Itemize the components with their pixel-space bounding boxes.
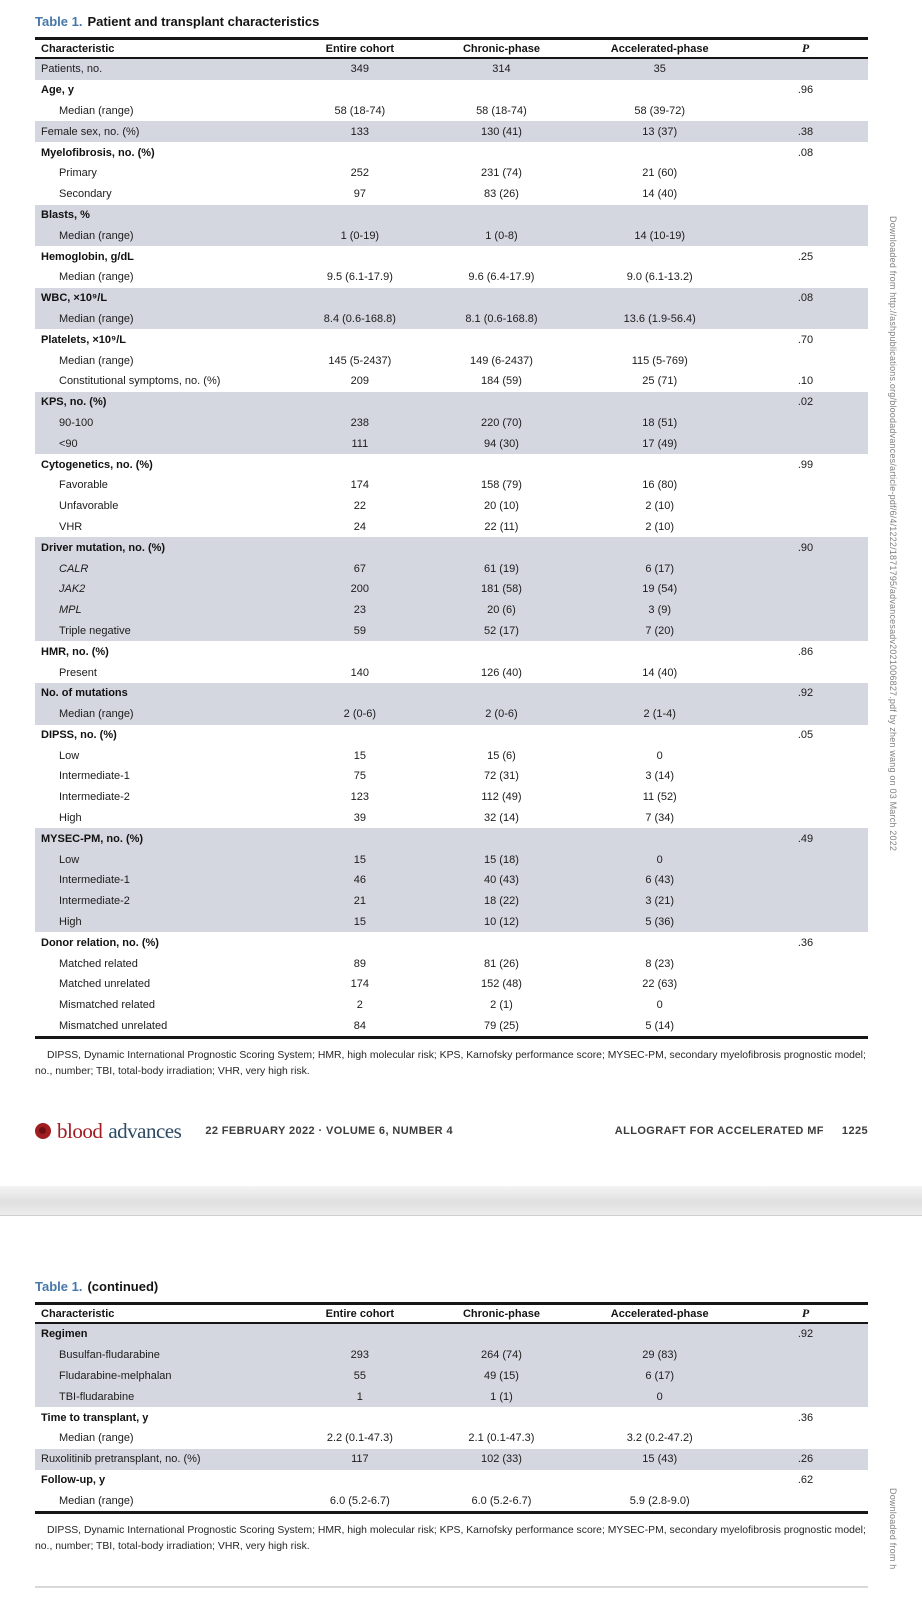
column-header-p-value: P <box>801 1306 810 1320</box>
table-row <box>35 101 868 122</box>
cell-chronic-phase: 49 (15) <box>484 1369 519 1382</box>
cell-entire-cohort: 58 (18-74) <box>334 104 386 117</box>
row-label: Intermediate-2 <box>59 791 130 804</box>
cell-entire-cohort: 145 (5-2437) <box>328 354 392 367</box>
table1-body <box>35 59 868 1039</box>
cell-accelerated-phase: 6 (17) <box>645 1369 675 1382</box>
cell-p-value: .92 <box>797 687 814 700</box>
row-label: DIPSS, no. (%) <box>41 728 117 741</box>
table-row <box>35 1386 868 1407</box>
cell-entire-cohort: 349 <box>350 63 370 76</box>
table-row <box>35 1345 868 1366</box>
table-row <box>35 329 868 350</box>
cell-chronic-phase: 2.1 (0.1-47.3) <box>468 1432 535 1445</box>
cell-accelerated-phase: 13.6 (1.9-56.4) <box>623 312 696 325</box>
row-label: Ruxolitinib pretransplant, no. (%) <box>41 1453 201 1466</box>
cell-p-value: .26 <box>797 1453 814 1466</box>
cell-entire-cohort: 174 <box>350 479 370 492</box>
cell-chronic-phase: 10 (12) <box>484 916 519 929</box>
table-row <box>35 787 868 808</box>
table-row <box>35 205 868 226</box>
cell-chronic-phase: 83 (26) <box>484 188 519 201</box>
table-row <box>35 953 868 974</box>
row-label: Median (range) <box>59 1432 134 1445</box>
cell-chronic-phase: 220 (70) <box>480 416 522 429</box>
table-row <box>35 371 868 392</box>
row-label: MYSEC-PM, no. (%) <box>41 832 144 845</box>
cell-p-value: .38 <box>797 125 814 138</box>
cell-p-value: .10 <box>797 375 814 388</box>
cell-chronic-phase: 184 (59) <box>480 375 522 388</box>
cell-accelerated-phase: 29 (83) <box>642 1349 678 1362</box>
cell-accelerated-phase: 7 (34) <box>645 812 675 825</box>
cell-entire-cohort: 89 <box>353 957 366 970</box>
row-label: 90-100 <box>59 416 94 429</box>
row-label: Hemoglobin, g/dL <box>41 250 134 263</box>
row-label: Platelets, ×10⁹/L <box>41 333 127 346</box>
row-label: Cytogenetics, no. (%) <box>41 458 153 471</box>
cell-entire-cohort: 252 <box>350 167 370 180</box>
table-row <box>35 392 868 413</box>
row-label: JAK2 <box>59 583 86 596</box>
table-row <box>35 995 868 1016</box>
cell-accelerated-phase: 0 <box>656 1390 663 1403</box>
table-row <box>35 725 868 746</box>
cell-chronic-phase: 20 (6) <box>487 604 516 617</box>
cell-chronic-phase: 231 (74) <box>480 167 522 180</box>
row-label: Median (range) <box>59 271 134 284</box>
cell-entire-cohort: 15 <box>353 916 366 929</box>
cell-entire-cohort: 24 <box>353 520 366 533</box>
cell-entire-cohort: 59 <box>353 624 366 637</box>
row-label: Intermediate-1 <box>59 770 130 783</box>
cell-chronic-phase: 72 (31) <box>484 770 519 783</box>
table-row <box>35 1366 868 1387</box>
row-label: High <box>59 812 82 825</box>
cell-entire-cohort: 55 <box>353 1369 366 1382</box>
cell-chronic-phase: 264 (74) <box>480 1349 522 1362</box>
cell-chronic-phase: 112 (49) <box>481 791 522 804</box>
table-row <box>35 641 868 662</box>
cell-accelerated-phase: 6 (17) <box>645 562 675 575</box>
cell-accelerated-phase: 0 <box>656 999 663 1012</box>
cell-accelerated-phase: 5 (36) <box>645 916 675 929</box>
cell-entire-cohort: 1 (0-19) <box>340 229 380 242</box>
table-row <box>35 1428 868 1449</box>
table-row <box>35 600 868 621</box>
cell-entire-cohort: 209 <box>350 375 370 388</box>
table-row <box>35 350 868 371</box>
table-row <box>35 475 868 496</box>
row-label: Low <box>59 853 80 866</box>
row-label: Median (range) <box>59 104 134 117</box>
cell-accelerated-phase: 14 (10-19) <box>634 229 686 242</box>
row-label: Secondary <box>59 188 112 201</box>
row-label: <90 <box>59 437 78 450</box>
table1-title <box>35 14 868 34</box>
table1-block <box>35 14 868 1080</box>
cell-entire-cohort: 200 <box>350 583 370 596</box>
cell-chronic-phase: 126 (40) <box>480 666 522 679</box>
cell-entire-cohort: 84 <box>353 1020 366 1033</box>
row-label: KPS, no. (%) <box>41 396 107 409</box>
cell-chronic-phase: 20 (10) <box>484 500 519 513</box>
cell-entire-cohort: 140 <box>350 666 370 679</box>
row-label: Matched unrelated <box>59 978 151 991</box>
row-label: Female sex, no. (%) <box>41 125 140 138</box>
table-row <box>35 558 868 579</box>
cell-chronic-phase: 2 (0-6) <box>485 708 518 721</box>
cell-entire-cohort: 67 <box>353 562 366 575</box>
cell-chronic-phase: 58 (18-74) <box>476 104 527 117</box>
row-label: Myelofibrosis, no. (%) <box>41 146 155 159</box>
cell-chronic-phase: 22 (11) <box>484 520 519 533</box>
cell-chronic-phase: 181 (58) <box>480 583 522 596</box>
table-row <box>35 1470 868 1491</box>
cell-accelerated-phase: 11 (52) <box>642 791 677 804</box>
cell-chronic-phase: 2 (1) <box>490 999 513 1012</box>
cell-chronic-phase: 1 (0-8) <box>485 229 518 242</box>
row-label: Favorable <box>59 479 108 492</box>
row-label: Intermediate-2 <box>59 895 130 908</box>
cell-accelerated-phase: 3 (21) <box>645 895 675 908</box>
row-label: WBC, ×10⁹/L <box>41 292 108 305</box>
table-row <box>35 246 868 267</box>
cell-entire-cohort: 2 <box>356 999 363 1012</box>
cell-chronic-phase: 18 (22) <box>484 895 519 908</box>
table1-continued-header-row <box>35 1302 868 1324</box>
table-row <box>35 309 868 330</box>
cell-accelerated-phase: 58 (39-72) <box>634 104 686 117</box>
cell-p-value: .86 <box>797 645 814 658</box>
table-row <box>35 704 868 725</box>
cell-chronic-phase: 149 (6-2437) <box>469 354 533 367</box>
cell-p-value: .96 <box>797 84 814 97</box>
cell-chronic-phase: 158 (79) <box>480 479 522 492</box>
row-label: Median (range) <box>59 1494 134 1507</box>
cell-chronic-phase: 32 (14) <box>484 812 519 825</box>
table1-continued-footnote: DIPSS, Dynamic International Prognostic Scoring System; HMR, high molecular risk; KPS, Karnofsky performance score; MYSEC-PM, secondary myelofibrosis prognostic model; no., number; TBI, total-body irradiation; VHR, very high risk. <box>35 1525 866 1552</box>
page-footer <box>35 1118 868 1144</box>
row-label: Blasts, % <box>41 208 90 221</box>
row-label: MPL <box>59 604 82 617</box>
cell-entire-cohort: 22 <box>353 500 366 513</box>
column-header-chronic-phase: Chronic-phase <box>462 1307 540 1320</box>
table-row <box>35 267 868 288</box>
table-row <box>35 225 868 246</box>
cell-p-value: .08 <box>797 146 814 159</box>
cell-chronic-phase: 102 (33) <box>480 1453 522 1466</box>
cell-accelerated-phase: 3 (14) <box>645 770 675 783</box>
table-row <box>35 1324 868 1345</box>
table-row <box>35 828 868 849</box>
row-label: VHR <box>59 520 83 533</box>
cell-p-value: .36 <box>797 1411 814 1424</box>
cell-p-value: .08 <box>797 292 814 305</box>
table1-header-row <box>35 37 868 59</box>
cell-accelerated-phase: 22 (63) <box>642 978 678 991</box>
row-label: Driver mutation, no. (%) <box>41 541 166 554</box>
page-separator <box>0 1186 922 1216</box>
row-label: Mismatched unrelated <box>59 1020 168 1033</box>
table-row <box>35 454 868 475</box>
table-row <box>35 662 868 683</box>
cell-entire-cohort: 1 <box>356 1390 363 1403</box>
table-row <box>35 683 868 704</box>
cell-accelerated-phase: 35 <box>653 63 666 76</box>
cell-entire-cohort: 2 (0-6) <box>343 708 377 721</box>
cell-entire-cohort: 97 <box>353 188 366 201</box>
cell-p-value: .70 <box>797 333 814 346</box>
table-row <box>35 413 868 434</box>
table-row <box>35 496 868 517</box>
cell-chronic-phase: 79 (25) <box>484 1020 519 1033</box>
row-label: Mismatched related <box>59 999 155 1012</box>
table-row <box>35 621 868 642</box>
cell-entire-cohort: 46 <box>353 874 366 887</box>
cell-chronic-phase: 52 (17) <box>484 624 519 637</box>
cell-entire-cohort: 75 <box>353 770 366 783</box>
row-label: Fludarabine-melphalan <box>59 1369 172 1382</box>
row-label: Busulfan-fludarabine <box>59 1349 160 1362</box>
table-row <box>35 1407 868 1428</box>
issue-info: 22 FEBRUARY 2022 · VOLUME 6, NUMBER 4 <box>205 1125 454 1137</box>
cell-accelerated-phase: 3 (9) <box>648 604 672 617</box>
cell-accelerated-phase: 19 (54) <box>642 583 678 596</box>
column-header-characteristic: Characteristic <box>41 1307 115 1320</box>
cell-accelerated-phase: 7 (20) <box>645 624 675 637</box>
cell-entire-cohort: 23 <box>353 604 366 617</box>
cell-entire-cohort: 8.4 (0.6-168.8) <box>323 312 396 325</box>
cell-chronic-phase: 94 (30) <box>484 437 519 450</box>
row-label: Median (range) <box>59 229 134 242</box>
cell-accelerated-phase: 5.9 (2.8-9.0) <box>629 1494 690 1507</box>
logo-text-advances: advances <box>108 1118 182 1143</box>
column-header-p-value: P <box>801 41 810 55</box>
logo-text-blood: blood <box>57 1118 103 1143</box>
table1-footnote: DIPSS, Dynamic International Prognostic Scoring System; HMR, high molecular risk; KPS, Karnofsky performance score; MYSEC-PM, secondary myelofibrosis prognostic model; no., number; TBI, total-body irradiation; VHR, very high risk. <box>35 1050 866 1078</box>
cell-chronic-phase: 15 (6) <box>487 749 516 762</box>
cell-accelerated-phase: 9.0 (6.1-13.2) <box>626 271 693 284</box>
cell-p-value: .62 <box>797 1473 814 1486</box>
table1-continued-block <box>35 1279 868 1554</box>
cell-chronic-phase: 6.0 (5.2-6.7) <box>471 1494 532 1507</box>
table-row <box>35 974 868 995</box>
cell-entire-cohort: 39 <box>353 812 366 825</box>
cell-accelerated-phase: 18 (51) <box>642 416 678 429</box>
table-row <box>35 891 868 912</box>
table-row <box>35 1449 868 1470</box>
running-head <box>615 1125 868 1137</box>
table-row <box>35 745 868 766</box>
row-label: Unfavorable <box>59 500 119 513</box>
row-label: Follow-up, y <box>41 1473 106 1486</box>
row-label: High <box>59 916 82 929</box>
cell-accelerated-phase: 6 (43) <box>645 874 675 887</box>
row-label: Regimen <box>41 1328 88 1341</box>
row-label: Triple negative <box>59 624 131 637</box>
cell-entire-cohort: 9.5 (6.1-17.9) <box>326 271 393 284</box>
cell-entire-cohort: 15 <box>353 749 366 762</box>
cell-accelerated-phase: 16 (80) <box>642 479 678 492</box>
cell-entire-cohort: 117 <box>351 1453 369 1466</box>
table-row <box>35 808 868 829</box>
cell-chronic-phase: 40 (43) <box>484 874 519 887</box>
cell-entire-cohort: 21 <box>353 895 366 908</box>
cell-p-value: .90 <box>797 541 814 554</box>
cell-p-value: .25 <box>797 250 814 263</box>
column-header-entire-cohort: Entire cohort <box>325 42 395 55</box>
table-row <box>35 184 868 205</box>
cell-entire-cohort: 293 <box>350 1349 370 1362</box>
cell-entire-cohort: 238 <box>350 416 370 429</box>
table-row <box>35 537 868 558</box>
cell-chronic-phase: 8.1 (0.6-168.8) <box>465 312 538 325</box>
row-label: Constitutional symptoms, no. (%) <box>59 375 221 388</box>
cell-p-value: .99 <box>797 458 814 471</box>
column-header-accelerated-phase: Accelerated-phase <box>610 1307 709 1320</box>
cell-p-value: .92 <box>797 1328 814 1341</box>
row-label: Time to transplant, y <box>41 1411 149 1424</box>
row-label: Present <box>59 666 97 679</box>
page-number: 1225 <box>841 1125 868 1137</box>
cell-accelerated-phase: 0 <box>656 749 663 762</box>
row-label: TBI-fludarabine <box>59 1390 135 1403</box>
cell-chronic-phase: 81 (26) <box>484 957 519 970</box>
table-row <box>35 849 868 870</box>
blood-drop-icon <box>35 1123 51 1139</box>
cell-chronic-phase: 152 (48) <box>480 978 522 991</box>
running-head-title: ALLOGRAFT FOR ACCELERATED MF <box>614 1125 824 1137</box>
row-label: Low <box>59 749 80 762</box>
row-label: Intermediate-1 <box>59 874 130 887</box>
column-header-characteristic: Characteristic <box>41 42 115 55</box>
cell-accelerated-phase: 25 (71) <box>642 375 678 388</box>
cell-p-value: .36 <box>797 936 814 949</box>
cell-chronic-phase: 15 (18) <box>484 853 519 866</box>
journal-logo <box>35 1119 453 1144</box>
cell-entire-cohort: 15 <box>353 853 366 866</box>
cell-accelerated-phase: 5 (14) <box>645 1020 675 1033</box>
cell-accelerated-phase: 0 <box>656 853 663 866</box>
column-header-entire-cohort: Entire cohort <box>325 1307 395 1320</box>
table-caption: (continued) <box>87 1279 159 1294</box>
cell-accelerated-phase: 2 (10) <box>645 500 675 513</box>
cell-accelerated-phase: 15 (43) <box>642 1453 678 1466</box>
table-number-label: Table 1. <box>35 1279 83 1294</box>
column-header-accelerated-phase: Accelerated-phase <box>610 42 709 55</box>
cell-entire-cohort: 111 <box>351 437 369 450</box>
cell-chronic-phase: 9.6 (6.4-17.9) <box>468 271 535 284</box>
row-label: Median (range) <box>59 354 134 367</box>
cell-chronic-phase: 130 (41) <box>480 125 522 138</box>
table-row <box>35 142 868 163</box>
table-row <box>35 517 868 538</box>
table-row <box>35 288 868 309</box>
row-label: HMR, no. (%) <box>41 645 109 658</box>
row-label: No. of mutations <box>41 687 128 700</box>
row-label: CALR <box>59 562 89 575</box>
table-row <box>35 80 868 101</box>
cell-accelerated-phase: 115 (5-769) <box>631 354 688 367</box>
table-row <box>35 579 868 600</box>
cell-accelerated-phase: 17 (49) <box>642 437 678 450</box>
cell-p-value: .05 <box>797 728 814 741</box>
row-label: Patients, no. <box>41 63 103 76</box>
table-row <box>35 59 868 80</box>
cell-entire-cohort: 174 <box>350 978 370 991</box>
table-row <box>35 1490 868 1511</box>
cell-accelerated-phase: 14 (40) <box>642 188 678 201</box>
cell-entire-cohort: 133 <box>350 125 370 138</box>
cell-accelerated-phase: 13 (37) <box>642 125 678 138</box>
cell-accelerated-phase: 2 (1-4) <box>643 708 676 721</box>
table-row <box>35 932 868 953</box>
cell-chronic-phase: 61 (19) <box>484 562 519 575</box>
table-caption: Patient and transplant characteristics <box>87 14 320 29</box>
cell-entire-cohort: 123 <box>350 791 370 804</box>
row-label: Donor relation, no. (%) <box>41 936 159 949</box>
bottom-rule <box>35 1586 868 1588</box>
cell-p-value: .49 <box>797 832 814 845</box>
table-row <box>35 912 868 933</box>
table-row <box>35 1016 868 1037</box>
table1-continued-body <box>35 1324 868 1514</box>
table-row <box>35 121 868 142</box>
cell-accelerated-phase: 14 (40) <box>642 666 678 679</box>
cell-accelerated-phase: 8 (23) <box>645 957 675 970</box>
table-row <box>35 433 868 454</box>
cell-p-value: .02 <box>797 396 814 409</box>
cell-chronic-phase: 1 (1) <box>490 1390 513 1403</box>
cell-accelerated-phase: 3.2 (0.2-47.2) <box>626 1432 693 1445</box>
cell-chronic-phase: 314 <box>492 63 511 76</box>
table-row <box>35 163 868 184</box>
row-label: Age, y <box>41 84 75 97</box>
cell-entire-cohort: 6.0 (5.2-6.7) <box>329 1494 390 1507</box>
cell-accelerated-phase: 2 (10) <box>645 520 675 533</box>
table-row <box>35 870 868 891</box>
column-header-chronic-phase: Chronic-phase <box>462 42 540 55</box>
cell-entire-cohort: 2.2 (0.1-47.3) <box>326 1432 393 1445</box>
row-label: Median (range) <box>59 312 134 325</box>
download-watermark: Downloaded from http://ashpublications.org/bloodadvances/article-pdf/6/4/1222/1871795/advancesadv2021006827.pdf by zhen wang on 03 March 2022 <box>888 216 898 852</box>
cell-accelerated-phase: 21 (60) <box>642 167 678 180</box>
table-row <box>35 766 868 787</box>
download-watermark-bottom: Downloaded from h <box>888 1488 898 1570</box>
row-label: Median (range) <box>59 708 134 721</box>
row-label: Primary <box>59 167 97 180</box>
table-number-label: Table 1. <box>35 14 83 29</box>
table1-continued-title <box>35 1279 868 1299</box>
row-label: Matched related <box>59 957 138 970</box>
